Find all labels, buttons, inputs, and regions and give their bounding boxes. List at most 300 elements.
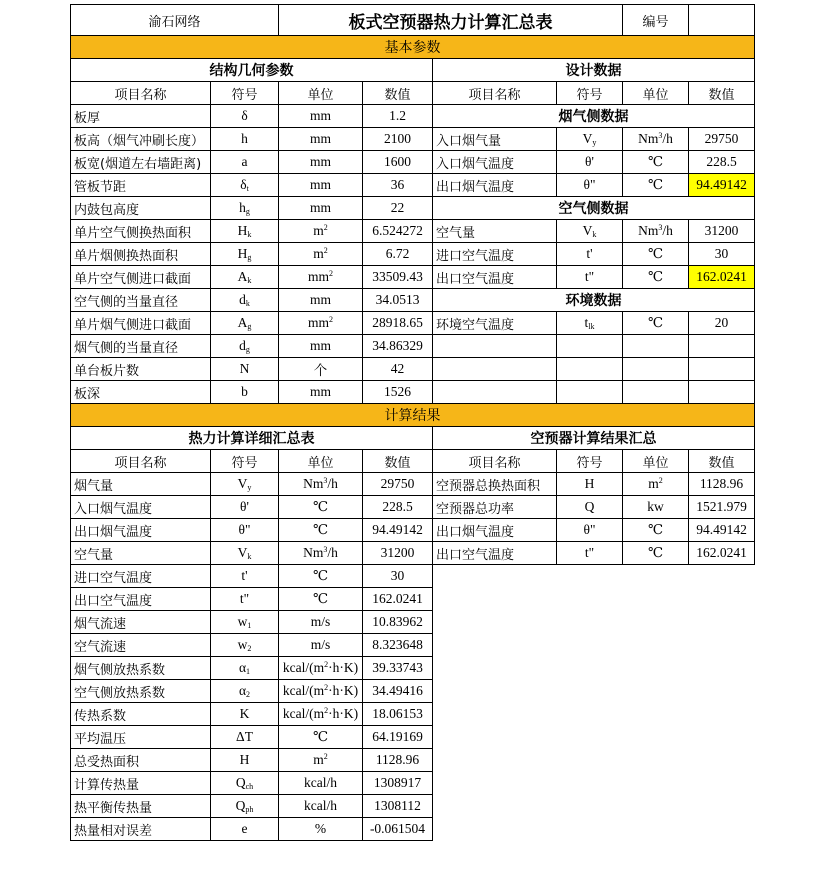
unit-cell <box>279 772 363 795</box>
geometry-header-col-3: 数值 <box>363 82 433 105</box>
item-value: 29750 <box>363 473 433 496</box>
item-value: 162.0241 <box>363 588 433 611</box>
symbol-cell <box>211 105 279 128</box>
symbol-cell <box>211 611 279 634</box>
empty-cell <box>433 634 557 657</box>
table-row <box>71 473 755 496</box>
symbol-cell <box>557 312 623 335</box>
unit-cell <box>279 496 363 519</box>
unit-cell <box>623 542 689 565</box>
symbol-subscript: 1 <box>246 667 251 676</box>
symbol-cell <box>211 128 279 151</box>
unit-superscript: 3 <box>658 223 663 232</box>
unit-cell <box>279 680 363 703</box>
item-name: 进口空气温度 <box>71 565 211 588</box>
unit-cell <box>279 220 363 243</box>
symbol-cell <box>211 289 279 312</box>
item-value: 31200 <box>689 220 755 243</box>
unit-cell <box>623 220 689 243</box>
symbol-subscript: y <box>247 483 252 492</box>
empty-cell <box>557 749 623 772</box>
empty-cell <box>433 703 557 726</box>
item-value: 34.86329 <box>363 335 433 358</box>
unit-cell <box>279 634 363 657</box>
symbol: K <box>239 706 250 721</box>
symbol-subscript: g <box>247 253 252 262</box>
table-row <box>71 381 755 404</box>
empty-cell <box>557 381 623 404</box>
unit-cell <box>623 496 689 519</box>
table-row <box>71 542 755 565</box>
empty-cell <box>623 611 689 634</box>
item-value: 42 <box>363 358 433 381</box>
unit: m <box>313 223 324 238</box>
symbol: V <box>237 545 248 560</box>
empty-cell <box>433 818 557 841</box>
symbol-subscript: y <box>592 138 597 147</box>
item-name: 烟气侧放热系数 <box>71 657 211 680</box>
symbol-cell <box>211 565 279 588</box>
empty-cell <box>557 795 623 818</box>
unit-cell <box>279 473 363 496</box>
unit-superscript: 2 <box>323 246 328 255</box>
unit: ℃ <box>312 499 329 514</box>
symbol-subscript: 1 <box>247 621 252 630</box>
unit-cell <box>279 174 363 197</box>
unit: ℃ <box>647 315 664 330</box>
item-name: 单片烟气侧进口截面 <box>71 312 211 335</box>
empty-cell <box>689 381 755 404</box>
unit: m/s <box>310 614 331 629</box>
unit: % <box>314 821 327 836</box>
empty-cell <box>623 634 689 657</box>
empty-cell <box>557 772 623 795</box>
table-row <box>71 565 755 588</box>
design-header-col-1: 符号 <box>557 82 623 105</box>
item-name: 出口烟气温度 <box>71 519 211 542</box>
symbol-cell <box>211 519 279 542</box>
thermal-header-col-1: 符号 <box>211 450 279 473</box>
summary-header-col-2: 单位 <box>623 450 689 473</box>
symbol-subscript: k <box>247 276 252 285</box>
symbol-cell <box>211 772 279 795</box>
table-row <box>71 197 755 220</box>
table-row <box>71 749 755 772</box>
symbol-cell <box>211 151 279 174</box>
thermal-header-col-3: 数值 <box>363 450 433 473</box>
symbol: ΔT <box>236 729 253 744</box>
env-section-title: 环境数据 <box>433 289 755 312</box>
table-row <box>71 5 755 36</box>
symbol: t" <box>584 545 595 560</box>
symbol: Q <box>235 775 246 790</box>
unit-superscript: 2 <box>329 269 333 278</box>
item-name: 入口烟气温度 <box>71 496 211 519</box>
empty-cell <box>623 795 689 818</box>
empty-cell <box>623 749 689 772</box>
empty-cell <box>689 657 755 680</box>
symbol: d <box>239 292 246 307</box>
item-value: 2100 <box>363 128 433 151</box>
unit-cell <box>279 542 363 565</box>
unit: mm <box>309 154 331 169</box>
symbol-cell <box>211 335 279 358</box>
unit: kcal/(m <box>282 660 325 675</box>
empty-cell <box>557 657 623 680</box>
item-value: 36 <box>363 174 433 197</box>
item-name: 出口空气温度 <box>71 588 211 611</box>
symbol: H <box>237 246 248 261</box>
symbol-cell <box>557 496 623 519</box>
thermal-header-col-2: 单位 <box>279 450 363 473</box>
symbol: θ" <box>583 177 596 192</box>
unit-cell <box>279 818 363 841</box>
table-row <box>71 795 755 818</box>
unit-cell <box>279 266 363 289</box>
unit: kcal/(m <box>282 683 325 698</box>
item-value: 39.33743 <box>363 657 433 680</box>
table-row <box>71 289 755 312</box>
unit-superscript: 2 <box>324 683 329 692</box>
unit: kw <box>647 499 664 514</box>
empty-cell <box>689 795 755 818</box>
summary-table <box>70 4 755 841</box>
unit: ℃ <box>312 522 329 537</box>
unit: ℃ <box>647 545 664 560</box>
symbol-cell <box>211 634 279 657</box>
empty-cell <box>557 358 623 381</box>
empty-cell <box>433 335 557 358</box>
symbol: t" <box>584 269 595 284</box>
thermal-title: 热力计算详细汇总表 <box>71 427 433 450</box>
unit: mm <box>307 315 329 330</box>
symbol: a <box>241 154 248 169</box>
symbol: t" <box>239 591 250 606</box>
empty-cell <box>557 818 623 841</box>
item-name: 热平衡传热量 <box>71 795 211 818</box>
thermal-header-col-0: 项目名称 <box>71 450 211 473</box>
unit-cell <box>623 519 689 542</box>
empty-cell <box>557 611 623 634</box>
symbol: A <box>237 315 248 330</box>
empty-cell <box>689 772 755 795</box>
table-row <box>71 427 755 450</box>
item-value: 162.0241 <box>689 542 755 565</box>
design-header-col-0: 项目名称 <box>433 82 557 105</box>
unit-cell <box>279 289 363 312</box>
symbol: α <box>238 683 247 698</box>
item-name: 单片空气侧进口截面 <box>71 266 211 289</box>
item-name: 板厚 <box>71 105 211 128</box>
unit-cell <box>623 266 689 289</box>
item-value: 1600 <box>363 151 433 174</box>
item-name: 出口烟气温度 <box>433 174 557 197</box>
symbol: H <box>584 476 595 491</box>
item-name: 进口空气温度 <box>433 243 557 266</box>
table-row <box>71 588 755 611</box>
empty-cell <box>557 335 623 358</box>
highlighted-value: 162.0241 <box>689 266 755 289</box>
item-name: 空气侧放热系数 <box>71 680 211 703</box>
geometry-header-col-0: 项目名称 <box>71 82 211 105</box>
air-section-title: 空气侧数据 <box>433 197 755 220</box>
empty-cell <box>689 634 755 657</box>
unit-superscript: 3 <box>323 476 328 485</box>
table-row <box>71 151 755 174</box>
symbol-cell <box>557 220 623 243</box>
unit-cell <box>279 703 363 726</box>
table-row <box>71 703 755 726</box>
item-name: 板高（烟气冲刷长度） <box>71 128 211 151</box>
symbol-subscript: lk <box>588 322 595 331</box>
item-value: 94.49142 <box>363 519 433 542</box>
item-name: 热量相对误差 <box>71 818 211 841</box>
unit-superscript: 3 <box>658 131 663 140</box>
symbol: H <box>239 752 250 767</box>
item-value: 1128.96 <box>689 473 755 496</box>
unit-cell <box>623 243 689 266</box>
empty-cell <box>623 565 689 588</box>
symbol: d <box>239 338 246 353</box>
symbol: θ" <box>583 522 596 537</box>
table-row <box>71 335 755 358</box>
empty-cell <box>689 588 755 611</box>
unit-cell <box>279 335 363 358</box>
unit-cell <box>279 197 363 220</box>
item-value: 1308917 <box>363 772 433 795</box>
geometry-header-col-1: 符号 <box>211 82 279 105</box>
symbol: b <box>241 384 248 399</box>
table-row <box>71 174 755 197</box>
empty-cell <box>689 358 755 381</box>
design-header-col-3: 数值 <box>689 82 755 105</box>
unit-cell <box>279 795 363 818</box>
item-name: 出口空气温度 <box>433 542 557 565</box>
symbol-cell <box>211 381 279 404</box>
symbol-cell <box>211 657 279 680</box>
symbol: H <box>237 223 248 238</box>
table-row <box>71 404 755 427</box>
symbol-cell <box>557 151 623 174</box>
item-value: 1308112 <box>363 795 433 818</box>
item-name: 出口烟气温度 <box>433 519 557 542</box>
geometry-title: 结构几何参数 <box>71 59 433 82</box>
symbol: θ' <box>585 154 594 169</box>
summary-header-col-3: 数值 <box>689 450 755 473</box>
unit: mm <box>309 200 331 215</box>
symbol-subscript: ch <box>245 782 254 791</box>
item-name: 单片空气侧换热面积 <box>71 220 211 243</box>
empty-cell <box>689 703 755 726</box>
unit-superscript: 2 <box>323 752 328 761</box>
unit-suffix: ·h·K) <box>328 660 359 675</box>
unit-suffix: ·h·K) <box>328 706 359 721</box>
empty-cell <box>433 565 557 588</box>
item-value: 6.524272 <box>363 220 433 243</box>
unit-cell <box>279 358 363 381</box>
empty-cell <box>433 381 557 404</box>
item-name: 入口烟气量 <box>433 128 557 151</box>
unit-cell <box>623 312 689 335</box>
symbol-subscript: k <box>247 552 252 561</box>
unit: Nm <box>638 223 659 238</box>
empty-cell <box>689 726 755 749</box>
table-row <box>71 82 755 105</box>
empty-cell <box>557 634 623 657</box>
unit: m <box>313 752 324 767</box>
empty-cell <box>689 680 755 703</box>
empty-cell <box>689 565 755 588</box>
symbol: h <box>239 200 246 215</box>
unit: m <box>648 476 659 491</box>
unit-superscript: 2 <box>329 315 333 324</box>
symbol-subscript: ph <box>245 805 254 814</box>
table-row <box>71 726 755 749</box>
item-value: 18.06153 <box>363 703 433 726</box>
symbol-subscript: k <box>247 230 252 239</box>
symbol: θ' <box>240 499 249 514</box>
number-label: 编号 <box>623 5 689 36</box>
symbol-cell <box>557 542 623 565</box>
empty-cell <box>623 726 689 749</box>
table-row <box>71 611 755 634</box>
item-value: 30 <box>689 243 755 266</box>
item-value: 28918.65 <box>363 312 433 335</box>
item-name: 管板节距 <box>71 174 211 197</box>
flue-section-title: 烟气侧数据 <box>433 105 755 128</box>
unit: ℃ <box>312 729 329 744</box>
unit-cell <box>279 726 363 749</box>
table-row <box>71 243 755 266</box>
empty-cell <box>623 680 689 703</box>
unit-cell <box>623 174 689 197</box>
item-name: 空气侧的当量直径 <box>71 289 211 312</box>
symbol-cell <box>211 312 279 335</box>
item-value: 1128.96 <box>363 749 433 772</box>
item-value: 34.0513 <box>363 289 433 312</box>
item-value: 228.5 <box>363 496 433 519</box>
table-row <box>71 128 755 151</box>
symbol: α <box>238 660 247 675</box>
unit: Nm <box>638 131 659 146</box>
empty-cell <box>623 358 689 381</box>
unit-cell <box>279 105 363 128</box>
item-name: 空预器总换热面积 <box>433 473 557 496</box>
page-title: 板式空预器热力计算汇总表 <box>279 5 623 36</box>
empty-cell <box>623 335 689 358</box>
symbol-cell <box>557 128 623 151</box>
unit: ℃ <box>647 177 664 192</box>
empty-cell <box>433 749 557 772</box>
table-row <box>71 312 755 335</box>
item-value: 29750 <box>689 128 755 151</box>
unit: mm <box>309 384 331 399</box>
item-name: 出口空气温度 <box>433 266 557 289</box>
table-row <box>71 59 755 82</box>
item-value: 31200 <box>363 542 433 565</box>
table-row <box>71 450 755 473</box>
symbol-subscript: 2 <box>246 690 251 699</box>
empty-cell <box>433 726 557 749</box>
highlighted-value: 94.49142 <box>689 174 755 197</box>
symbol-cell <box>557 266 623 289</box>
table-row <box>71 657 755 680</box>
symbol-cell <box>211 496 279 519</box>
empty-cell <box>689 749 755 772</box>
unit-cell <box>279 657 363 680</box>
symbol-cell <box>211 680 279 703</box>
unit-cell <box>279 749 363 772</box>
symbol: V <box>237 476 248 491</box>
unit: kcal/(m <box>282 706 325 721</box>
company-name: 渝石网络 <box>71 5 279 36</box>
symbol: h <box>241 131 248 146</box>
unit-cell <box>279 565 363 588</box>
empty-cell <box>557 703 623 726</box>
unit-cell <box>623 151 689 174</box>
symbol-cell <box>211 358 279 381</box>
item-value: 20 <box>689 312 755 335</box>
unit-suffix: /h <box>662 131 673 146</box>
item-value: 94.49142 <box>689 519 755 542</box>
empty-cell <box>623 818 689 841</box>
item-name: 环境空气温度 <box>433 312 557 335</box>
symbol-cell <box>211 243 279 266</box>
item-name: 单片烟侧换热面积 <box>71 243 211 266</box>
empty-cell <box>433 657 557 680</box>
unit: mm <box>309 131 331 146</box>
symbol: Q <box>235 798 246 813</box>
unit-cell <box>279 312 363 335</box>
unit-cell <box>623 473 689 496</box>
unit: ℃ <box>312 591 329 606</box>
empty-cell <box>557 588 623 611</box>
unit: ℃ <box>647 269 664 284</box>
unit: mm <box>307 269 329 284</box>
item-value: 1.2 <box>363 105 433 128</box>
unit: mm <box>309 177 331 192</box>
item-value: 22 <box>363 197 433 220</box>
item-name: 空气量 <box>433 220 557 243</box>
unit-suffix: ·h·K) <box>328 683 359 698</box>
symbol: δ <box>240 177 247 192</box>
unit: mm <box>309 338 331 353</box>
calc-sheet <box>70 4 755 841</box>
item-value: 228.5 <box>689 151 755 174</box>
unit-suffix: /h <box>327 545 338 560</box>
symbol: θ" <box>238 522 251 537</box>
symbol: t <box>584 315 589 330</box>
symbol-cell <box>211 703 279 726</box>
unit-superscript: 2 <box>323 223 328 232</box>
item-value: 64.19169 <box>363 726 433 749</box>
symbol: N <box>239 361 250 376</box>
symbol-cell <box>557 473 623 496</box>
item-name: 平均温压 <box>71 726 211 749</box>
item-value: 8.323648 <box>363 634 433 657</box>
symbol-subscript: g <box>245 207 250 216</box>
symbol-subscript: k <box>245 299 250 308</box>
unit: m <box>313 246 324 261</box>
table-row <box>71 634 755 657</box>
item-name: 烟气流速 <box>71 611 211 634</box>
unit: m/s <box>310 637 331 652</box>
symbol-subscript: 2 <box>247 644 252 653</box>
unit: Nm <box>303 545 324 560</box>
item-name: 内鼓包高度 <box>71 197 211 220</box>
item-name: 单台板片数 <box>71 358 211 381</box>
empty-cell <box>433 358 557 381</box>
